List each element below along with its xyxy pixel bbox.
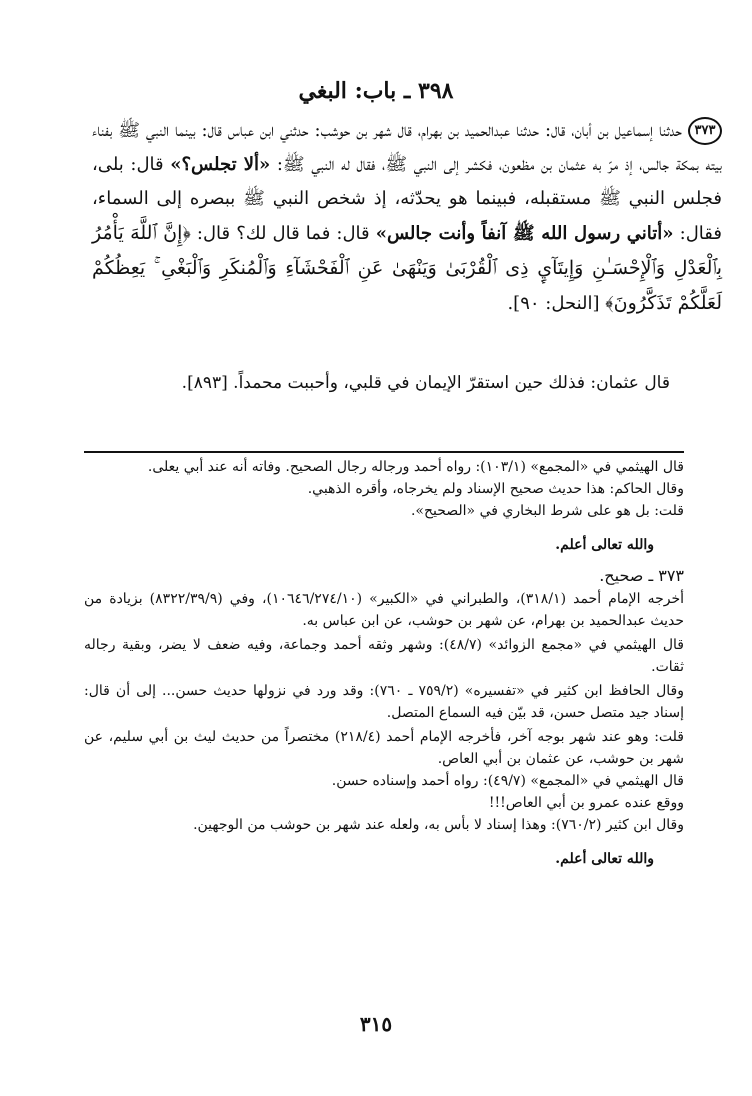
hadith-narration-2: قال: بلى، فجلس النبي ﷺ مستقبله، فبينما هو يحدّثه، إذ شخص النبي ﷺ ببصره إلى السماء، فقال: bbox=[92, 154, 722, 244]
verse-reference: [النحل: ٩٠]. bbox=[507, 293, 606, 314]
hadith-narration-1: حدثنا إسماعيل بن أبان، قال: حدثنا عبدالحميد بن بهرام، قال شهر بن حوشب: حدثني ابن عباس قال: بينما النبي ﷺ بفناء بيته بمكة جالس، إذ مرّ به عثمان بن مظعون، فكشر إلى النبي ﷺ، فقال له النبي ﷺ: bbox=[92, 120, 722, 175]
note-ibn-kathir-tafsir: وقال الحافظ ابن كثير في «تفسيره» (٧٥٩/٢ ـ ٧٦٠): وقد ورد في نزولها حديث حسن... إلى أن قال: إسناد جيد متصل حسن، قد بيّن فيه السماع المتصل. bbox=[84, 683, 684, 721]
chapter-title: ٣٩٨ ـ باب: البغي bbox=[298, 78, 454, 104]
quran-verse: ﴿إِنَّ ٱللَّهَ يَأْمُرُ بِٱلْعَدْلِ وَٱلْإِحْسَـٰنِ وَإِيتَآيِٕ ذِى ٱلْقُرْبَىٰ وَيَنْهَىٰ عَنِ ٱلْفَحْشَآءِ وَٱلْمُنكَرِ وَٱلْبَغْىِ ۚ يَعِظُكُمْ لَعَلَّكُمْ تَذَكَّرُونَ﴾ bbox=[92, 222, 722, 314]
hadith-closing: قال عثمان: فذلك حين استقرّ الإيمان في قلبي، وأحببت محمداً. [٨٩٣]. bbox=[181, 373, 670, 393]
prophet-quote-2: «أتاني رسول الله ﷺ آنفاً وأنت جالس» bbox=[375, 223, 674, 244]
note-haythami: قال الهيثمي في «المجمع» (١٠٣/١): رواه أحمد ورجاله رجال الصحيح. وفاته أنه عند أبي يعلى. bbox=[147, 459, 684, 475]
note-ibn-kathir: وقال ابن كثير (٧٦٠/٢): وهذا إسناد لا بأس به، ولعله عند شهر بن حوشب من الوجهين. bbox=[193, 817, 684, 833]
note-haythami-2: قال الهيثمي في «المجمع» (٤٩/٧): رواه أحمد وإسناده حسن. bbox=[331, 773, 684, 789]
note-hakim: وقال الحاكم: هذا حديث صحيح الإسناد ولم يخرجاه، وأقره الذهبي. bbox=[307, 481, 684, 497]
grading-heading: ٣٧٣ ـ صحيح. bbox=[599, 566, 684, 585]
note-amr: ووقع عنده عمرو بن أبي العاص!!! bbox=[488, 795, 684, 811]
footnote-divider bbox=[84, 451, 684, 453]
hadith-narration-3: قال: فما قال لك؟ قال: bbox=[190, 223, 376, 244]
note-other-route: قلت: وهو عند شهر بوجه آخر، فأخرجه الإمام أحمد (٢١٨/٤) مختصراً من حديث ليث بن أبي سليم، عن شهر بن حوشب، عن عثمان بن أبي العاص. bbox=[84, 729, 684, 767]
footnotes bbox=[84, 456, 684, 878]
page-number: ٣١٥ bbox=[359, 1012, 393, 1036]
note-author: قلت: بل هو على شرط البخاري في «الصحيح». bbox=[410, 503, 684, 519]
hadith-number-badge: ٣٧٣ bbox=[688, 117, 722, 145]
hadith-text bbox=[92, 114, 722, 321]
note-majma: قال الهيثمي في «مجمع الزوائد» (٤٨/٧): وشهر وثقه أحمد وجماعة، وفيه ضعف لا يضر، وبقية رجاله ثقات. bbox=[84, 637, 684, 675]
note-takhrij: أخرجه الإمام أحمد (٣١٨/١)، والطبراني في «الكبير» (١٠٦٤٦/٢٧٤/١٠)، وفي (٨٣٢٢/٣٩/٩) بزيادة من حديث عبدالحميد بن بهرام، عن شهر بن حوشب، عن ابن عباس به. bbox=[84, 591, 685, 629]
allah-knows-best-2: والله تعالى أعلم. bbox=[555, 851, 654, 867]
prophet-quote-1: «ألا تجلس؟» bbox=[170, 154, 271, 175]
allah-knows-best-1: والله تعالى أعلم. bbox=[555, 537, 654, 553]
